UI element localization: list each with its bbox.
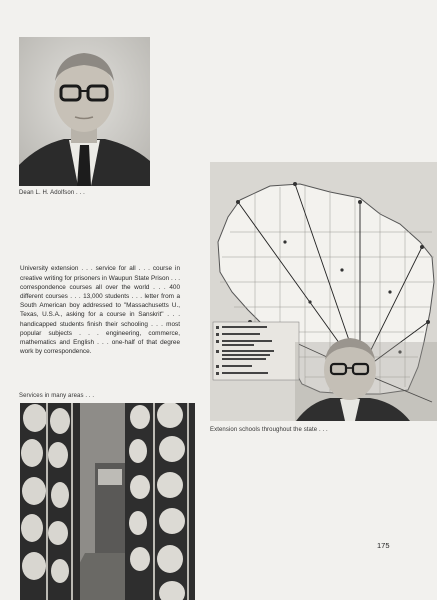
portrait-photo [19,37,150,186]
body-text: University extension . . . service for all . . . course in creative writing for prisoners in Waupun State Prison . . . correspondence courses all over the world . . . 400 different courses . . . 13,000 students . . . letter from a South American boy addressed to "Massachusetts U., Texas, U.S.A., asking for a course in Sanskrit" . . . handicapped students finish their schooling . . . most popular subjects . . . engineering, commerce, mathematics and English . . . one-half of that degree work by correspondence. [20,265,180,356]
page-number: 175 [377,541,390,550]
shelves-photo [20,403,195,600]
shelves-caption: Services in many areas . . . [19,393,95,399]
map-photo [210,162,437,421]
portrait-caption: Dean L. H. Adolfson . . . [19,190,85,196]
map-caption: Extension schools throughout the state . . . [210,427,328,433]
